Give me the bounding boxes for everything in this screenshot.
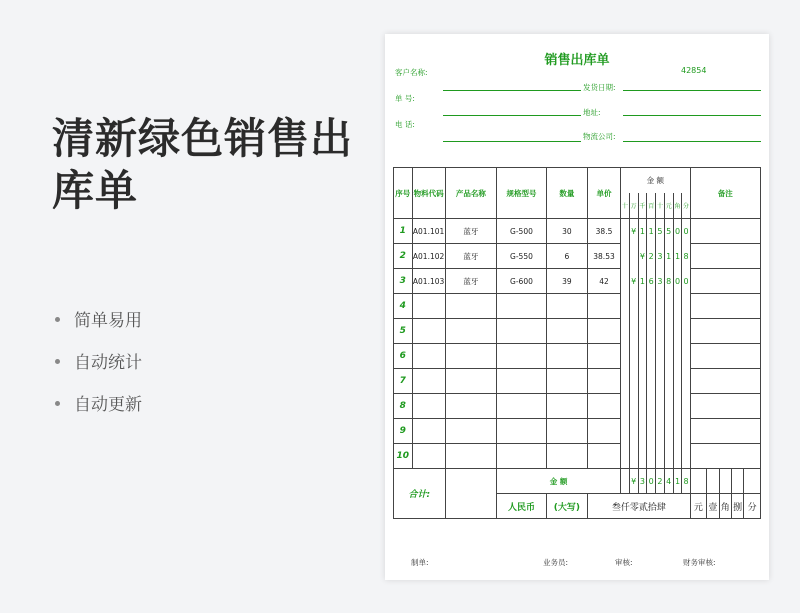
cell-digit bbox=[621, 419, 630, 444]
cell-digit: 6 bbox=[647, 269, 656, 294]
total-digit: 8 bbox=[682, 469, 690, 494]
cell-digit bbox=[673, 344, 682, 369]
cell-digit bbox=[664, 344, 673, 369]
cell-product: 蓝牙 bbox=[445, 244, 497, 269]
delivery-date-label: 发货日期: bbox=[583, 83, 616, 92]
cell-price bbox=[588, 319, 621, 344]
cell-product bbox=[445, 419, 497, 444]
table-row bbox=[394, 394, 761, 419]
cell-digit bbox=[638, 294, 647, 319]
cell-note bbox=[690, 344, 760, 369]
cell-digit bbox=[682, 369, 690, 394]
digit-header: 十 bbox=[621, 193, 630, 219]
maker-signature: 制单: bbox=[411, 558, 429, 567]
total-spacer bbox=[445, 469, 497, 519]
total-label: 合计: bbox=[394, 469, 446, 519]
cell-digit bbox=[621, 369, 630, 394]
phone-line[interactable] bbox=[443, 141, 581, 142]
cell-digit: 3 bbox=[656, 244, 665, 269]
cell-qty bbox=[546, 419, 587, 444]
cell-digit bbox=[629, 319, 638, 344]
cell-code bbox=[412, 344, 445, 369]
cell-product: 蓝牙 bbox=[445, 269, 497, 294]
cell-digit: ¥ bbox=[629, 219, 638, 244]
cell-digit bbox=[656, 369, 665, 394]
bullet-dot-icon bbox=[55, 401, 60, 406]
table-row bbox=[394, 219, 761, 244]
cell-digit: 3 bbox=[656, 269, 665, 294]
headline: 清新绿色销售出库单 bbox=[52, 114, 354, 215]
cell-digit bbox=[664, 419, 673, 444]
cell-code: A01.101 bbox=[412, 219, 445, 244]
cell-note bbox=[690, 419, 760, 444]
table-row bbox=[394, 444, 761, 469]
cell-code bbox=[412, 419, 445, 444]
upper-unit: 角 bbox=[719, 494, 731, 519]
cell-spec: G-550 bbox=[497, 244, 547, 269]
cell-product bbox=[445, 369, 497, 394]
cell-digit bbox=[656, 344, 665, 369]
cell-digit bbox=[673, 419, 682, 444]
cell-digit bbox=[638, 419, 647, 444]
bullet-dot-icon bbox=[55, 359, 60, 364]
cell-digit bbox=[656, 419, 665, 444]
cell-qty: 6 bbox=[546, 244, 587, 269]
cell-spec: G-600 bbox=[497, 269, 547, 294]
cell-digit: 0 bbox=[673, 269, 682, 294]
finance-signature: 财务审核: bbox=[683, 558, 716, 567]
total-digit: 1 bbox=[673, 469, 682, 494]
cell-spec: G-500 bbox=[497, 219, 547, 244]
cell-qty bbox=[546, 369, 587, 394]
upper-unit: 分 bbox=[744, 494, 761, 519]
reviewer-signature: 审核: bbox=[615, 558, 633, 567]
cell-note bbox=[690, 219, 760, 244]
cell-digit bbox=[673, 294, 682, 319]
cell-price bbox=[588, 394, 621, 419]
total-digit bbox=[621, 469, 630, 494]
cell-product bbox=[445, 294, 497, 319]
cell-digit: 5 bbox=[656, 219, 665, 244]
cell-digit bbox=[638, 394, 647, 419]
header-spec: 规格型号 bbox=[497, 168, 547, 219]
cell-spec bbox=[497, 294, 547, 319]
upper-case-value: 叁仟零贰拾肆 bbox=[588, 494, 691, 519]
cell-digit bbox=[647, 319, 656, 344]
cell-digit bbox=[621, 244, 630, 269]
cell-digit bbox=[664, 294, 673, 319]
cell-digit bbox=[664, 444, 673, 469]
feature-item bbox=[55, 384, 142, 426]
cell-digit bbox=[638, 369, 647, 394]
cell-note bbox=[690, 294, 760, 319]
cell-digit bbox=[664, 319, 673, 344]
cell-product: 蓝牙 bbox=[445, 219, 497, 244]
cell-price bbox=[588, 419, 621, 444]
cell-note bbox=[690, 444, 760, 469]
cell-qty bbox=[546, 294, 587, 319]
address-label: 地址: bbox=[583, 108, 601, 117]
feature-list bbox=[55, 300, 142, 426]
cell-digit: 1 bbox=[647, 219, 656, 244]
cell-price bbox=[588, 344, 621, 369]
cell-note bbox=[690, 394, 760, 419]
cell-digit bbox=[647, 344, 656, 369]
total-blank bbox=[744, 469, 761, 494]
row-number: 10 bbox=[394, 444, 413, 469]
cell-digit bbox=[682, 319, 690, 344]
cell-digit bbox=[629, 394, 638, 419]
items-table bbox=[393, 167, 761, 519]
row-number: 9 bbox=[394, 419, 413, 444]
cell-digit bbox=[682, 394, 690, 419]
cell-digit bbox=[673, 444, 682, 469]
cell-product bbox=[445, 394, 497, 419]
cell-code: A01.103 bbox=[412, 269, 445, 294]
cell-price bbox=[588, 369, 621, 394]
customer-label: 客户名称: bbox=[395, 68, 428, 77]
cell-digit bbox=[647, 294, 656, 319]
cell-digit bbox=[656, 394, 665, 419]
sales-out-form bbox=[385, 34, 769, 580]
cell-qty bbox=[546, 394, 587, 419]
feature-item bbox=[55, 342, 142, 384]
cell-code bbox=[412, 394, 445, 419]
unit-label: 单 号: bbox=[395, 94, 415, 103]
cell-digit bbox=[682, 344, 690, 369]
cell-digit bbox=[621, 269, 630, 294]
cell-price: 38.53 bbox=[588, 244, 621, 269]
feature-item bbox=[55, 300, 142, 342]
cell-code: A01.102 bbox=[412, 244, 445, 269]
cell-digit: 1 bbox=[664, 244, 673, 269]
form-title: 销售出库单 bbox=[544, 53, 610, 68]
cell-digit bbox=[647, 419, 656, 444]
cell-digit bbox=[629, 244, 638, 269]
cell-product bbox=[445, 319, 497, 344]
header-price: 单价 bbox=[588, 168, 621, 219]
digit-header: 分 bbox=[682, 193, 690, 219]
cell-qty: 30 bbox=[546, 219, 587, 244]
upper-unit: 捌 bbox=[731, 494, 743, 519]
cell-digit: 0 bbox=[682, 219, 690, 244]
bullet-dot-icon bbox=[55, 317, 60, 322]
feature-label: 简单易用 bbox=[74, 311, 142, 331]
cell-digit bbox=[638, 444, 647, 469]
cell-spec bbox=[497, 394, 547, 419]
header-note: 备注 bbox=[690, 168, 760, 219]
cell-note bbox=[690, 319, 760, 344]
cell-price bbox=[588, 444, 621, 469]
cell-digit: ¥ bbox=[629, 269, 638, 294]
cell-digit: ¥ bbox=[638, 244, 647, 269]
items-table-body bbox=[394, 168, 761, 519]
cell-digit bbox=[656, 319, 665, 344]
table-row bbox=[394, 269, 761, 294]
cell-digit bbox=[638, 319, 647, 344]
logistics-label: 物流公司: bbox=[583, 132, 616, 141]
cell-digit bbox=[673, 319, 682, 344]
cell-digit bbox=[621, 344, 630, 369]
upper-unit: 元 bbox=[690, 494, 707, 519]
cell-digit bbox=[656, 294, 665, 319]
row-number: 1 bbox=[394, 219, 413, 244]
cell-qty bbox=[546, 344, 587, 369]
table-row bbox=[394, 419, 761, 444]
cell-digit bbox=[647, 394, 656, 419]
cell-digit: 1 bbox=[638, 219, 647, 244]
total-digit: ¥ bbox=[629, 469, 638, 494]
cell-digit bbox=[629, 419, 638, 444]
cell-spec bbox=[497, 319, 547, 344]
cell-digit bbox=[647, 444, 656, 469]
delivery-date-line[interactable] bbox=[623, 90, 761, 91]
rmb-label: 人民币 bbox=[497, 494, 547, 519]
cell-note bbox=[690, 269, 760, 294]
cell-digit bbox=[621, 394, 630, 419]
cell-product bbox=[445, 344, 497, 369]
total-digit: 2 bbox=[656, 469, 665, 494]
phone-label: 电 话: bbox=[395, 120, 415, 129]
row-number: 6 bbox=[394, 344, 413, 369]
cell-digit bbox=[629, 294, 638, 319]
digit-header: 十 bbox=[656, 193, 665, 219]
cell-digit bbox=[629, 344, 638, 369]
row-number: 7 bbox=[394, 369, 413, 394]
cell-spec bbox=[497, 369, 547, 394]
header-qty: 数量 bbox=[546, 168, 587, 219]
cell-digit bbox=[647, 369, 656, 394]
total-blank bbox=[719, 469, 731, 494]
salesman-signature: 业务员: bbox=[543, 558, 569, 567]
cell-spec bbox=[497, 419, 547, 444]
cell-price: 38.5 bbox=[588, 219, 621, 244]
header-product: 产品名称 bbox=[445, 168, 497, 219]
cell-digit: 2 bbox=[647, 244, 656, 269]
cell-spec bbox=[497, 344, 547, 369]
cell-digit bbox=[621, 294, 630, 319]
table-row bbox=[394, 319, 761, 344]
customer-line[interactable] bbox=[443, 90, 581, 91]
cell-digit bbox=[673, 394, 682, 419]
cell-digit: 8 bbox=[682, 244, 690, 269]
unit-line[interactable] bbox=[443, 115, 581, 116]
cell-digit: 1 bbox=[638, 269, 647, 294]
cell-code bbox=[412, 319, 445, 344]
cell-digit bbox=[664, 394, 673, 419]
header-amount: 金 额 bbox=[621, 168, 691, 194]
address-line[interactable] bbox=[623, 115, 761, 116]
table-row bbox=[394, 244, 761, 269]
cell-code bbox=[412, 294, 445, 319]
cell-qty: 39 bbox=[546, 269, 587, 294]
upper-unit: 壹 bbox=[707, 494, 719, 519]
cell-digit bbox=[682, 419, 690, 444]
cell-digit bbox=[638, 344, 647, 369]
total-digit: 3 bbox=[638, 469, 647, 494]
total-blank bbox=[690, 469, 707, 494]
cell-digit bbox=[621, 319, 630, 344]
cell-qty bbox=[546, 444, 587, 469]
cell-digit bbox=[656, 444, 665, 469]
cell-digit: 1 bbox=[673, 244, 682, 269]
table-row bbox=[394, 369, 761, 394]
row-number: 8 bbox=[394, 394, 413, 419]
total-digit: 0 bbox=[647, 469, 656, 494]
digit-header: 千 bbox=[638, 193, 647, 219]
cell-digit bbox=[664, 369, 673, 394]
table-row bbox=[394, 294, 761, 319]
cell-digit bbox=[682, 444, 690, 469]
total-amount-label: 金 额 bbox=[497, 469, 621, 494]
cell-qty bbox=[546, 319, 587, 344]
cell-digit: 0 bbox=[673, 219, 682, 244]
cell-digit bbox=[629, 369, 638, 394]
cell-digit bbox=[673, 369, 682, 394]
cell-price bbox=[588, 294, 621, 319]
cell-product bbox=[445, 444, 497, 469]
total-blank bbox=[731, 469, 743, 494]
header-seq: 序号 bbox=[394, 168, 413, 219]
table-row bbox=[394, 344, 761, 369]
total-digit: 4 bbox=[664, 469, 673, 494]
cell-code bbox=[412, 369, 445, 394]
feature-label: 自动更新 bbox=[74, 395, 142, 415]
cell-digit bbox=[621, 219, 630, 244]
digit-header: 角 bbox=[673, 193, 682, 219]
total-blank bbox=[707, 469, 719, 494]
feature-label: 自动统计 bbox=[74, 353, 142, 373]
cell-note bbox=[690, 244, 760, 269]
cell-digit bbox=[621, 444, 630, 469]
cell-spec bbox=[497, 444, 547, 469]
cell-code bbox=[412, 444, 445, 469]
digit-header: 元 bbox=[664, 193, 673, 219]
digit-header: 百 bbox=[647, 193, 656, 219]
cell-digit: 8 bbox=[664, 269, 673, 294]
cell-digit bbox=[682, 294, 690, 319]
row-number: 2 bbox=[394, 244, 413, 269]
table-header-row bbox=[394, 168, 761, 194]
total-row bbox=[394, 469, 761, 494]
cell-note bbox=[690, 369, 760, 394]
digit-header: 万 bbox=[629, 193, 638, 219]
cell-digit bbox=[629, 444, 638, 469]
order-number: 42854 bbox=[681, 66, 707, 75]
logistics-line[interactable] bbox=[623, 141, 761, 142]
header-code: 物料代码 bbox=[412, 168, 445, 219]
row-number: 3 bbox=[394, 269, 413, 294]
cell-digit: 5 bbox=[664, 219, 673, 244]
cell-digit: 0 bbox=[682, 269, 690, 294]
cell-price: 42 bbox=[588, 269, 621, 294]
row-number: 5 bbox=[394, 319, 413, 344]
upper-case-label: (大写) bbox=[546, 494, 587, 519]
row-number: 4 bbox=[394, 294, 413, 319]
